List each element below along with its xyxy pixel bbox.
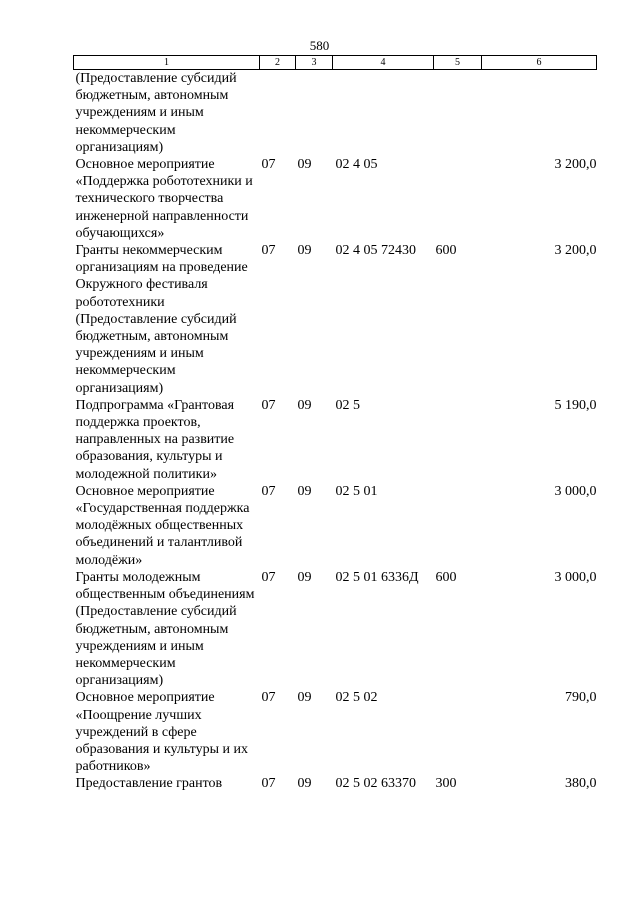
header-col-5: 5 (434, 56, 482, 70)
header-col-3: 3 (296, 56, 333, 70)
row-subsection (296, 70, 333, 157)
header-col-4: 4 (333, 56, 434, 70)
row-expense-type (434, 483, 482, 569)
page-number: 580 (309, 38, 330, 53)
header-col-1: 1 (74, 56, 260, 70)
row-expense-type: 300 (435, 776, 457, 792)
table-row (74, 397, 597, 483)
row-target-code: 02 4 05 72430 (335, 243, 416, 259)
row-subsection: 09 (297, 157, 312, 173)
header-col-2: 2 (260, 56, 296, 70)
row-subsection: 09 (297, 397, 312, 413)
table-row (74, 70, 597, 157)
row-section: 07 (261, 690, 276, 706)
row-name: Гранты молодежным общественным объединениям (Предоставление субсидий бюджетным, автономным учреждениям и иным некоммерческим организациям) (75, 569, 255, 689)
row-name: Предоставление грантов (75, 776, 223, 792)
row-section: 07 (261, 243, 276, 259)
row-expense-type (434, 397, 482, 483)
row-amount: 380,0 (565, 776, 597, 792)
row-target-code (333, 70, 434, 157)
row-name: Основное мероприятие «Поощрение лучших учреждений в сфере образования и культуры и их работников» (75, 690, 248, 775)
table-row (74, 775, 597, 792)
table-header-row (74, 56, 597, 70)
row-expense-type: 600 (435, 243, 457, 259)
row-subsection: 09 (297, 569, 312, 585)
row-target-code: 02 5 01 6336Д (335, 569, 419, 585)
row-expense-type (434, 70, 482, 157)
row-section: 07 (261, 397, 276, 413)
row-amount: 5 190,0 (554, 397, 597, 413)
row-amount (482, 70, 597, 157)
row-name: Основное мероприятие «Государственная поддержка молодёжных общественных объединений и талантливой молодёжи» (75, 483, 250, 568)
row-section: 07 (261, 483, 276, 499)
header-col-6: 6 (482, 56, 597, 70)
row-expense-type (434, 156, 482, 242)
table-row (74, 156, 597, 242)
row-section (260, 70, 296, 157)
row-subsection: 09 (297, 483, 312, 499)
row-name: Гранты некоммерческим организациям на проведение Окружного фестиваля робототехники (Предоставление субсидий бюджетным, автономным учреждениям и иным некоммерческим организациям) (75, 243, 248, 396)
row-subsection: 09 (297, 243, 312, 259)
table-row (74, 569, 597, 689)
row-amount: 3 200,0 (554, 157, 597, 173)
table-row (74, 483, 597, 569)
row-section: 07 (261, 157, 276, 173)
row-amount: 3 000,0 (554, 569, 597, 585)
row-target-code: 02 5 01 (335, 483, 378, 499)
table-row (74, 689, 597, 775)
row-name: Основное мероприятие «Поддержка робототехники и технического творчества инженерной направленности обучающихся» (75, 157, 253, 241)
row-subsection: 09 (297, 776, 312, 792)
row-expense-type (434, 689, 482, 775)
row-section: 07 (261, 569, 276, 585)
row-amount: 790,0 (565, 690, 597, 706)
row-amount: 3 000,0 (554, 483, 597, 499)
table-row (74, 242, 597, 397)
row-target-code: 02 4 05 (335, 157, 378, 173)
budget-table (73, 55, 597, 793)
row-expense-type: 600 (435, 569, 457, 585)
row-name: (Предоставление субсидий бюджетным, автономным учреждениям и иным некоммерческим организациям) (75, 71, 237, 155)
row-target-code: 02 5 02 (335, 690, 378, 706)
row-amount: 3 200,0 (554, 243, 597, 259)
row-section: 07 (261, 776, 276, 792)
row-target-code: 02 5 (335, 397, 360, 413)
row-target-code: 02 5 02 63370 (335, 776, 416, 792)
row-subsection: 09 (297, 690, 312, 706)
row-name: Подпрограмма «Грантовая поддержка проектов, направленных на развитие образования, культуры и молодежной политики» (75, 397, 235, 482)
